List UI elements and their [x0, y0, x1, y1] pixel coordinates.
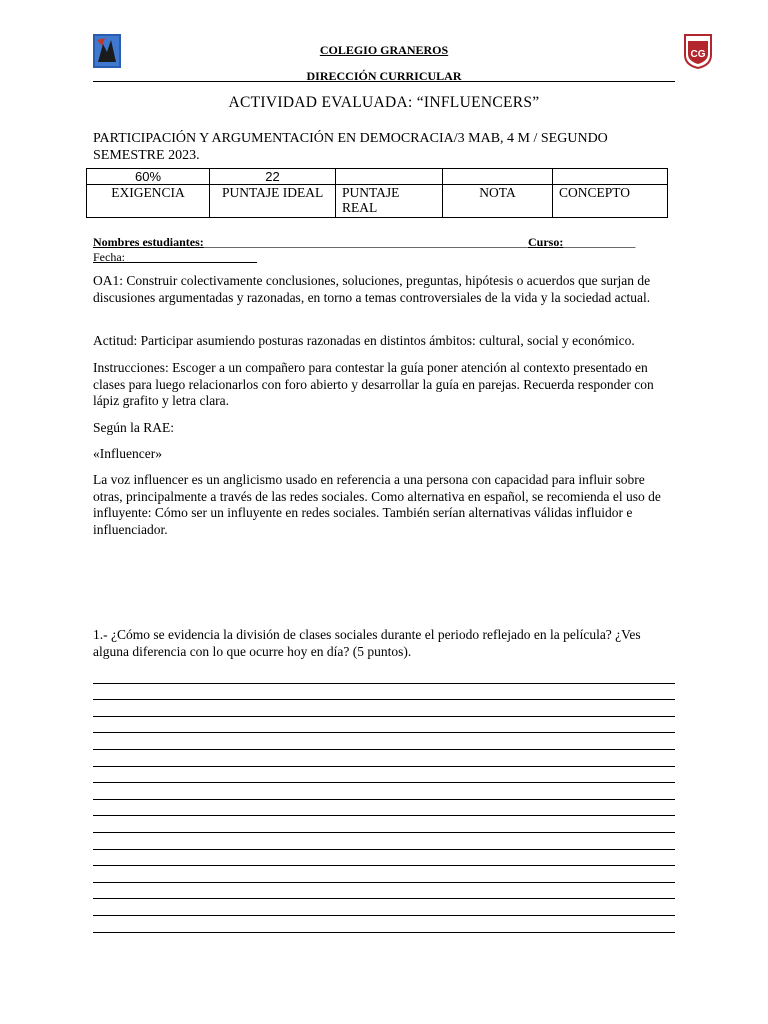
logo-right-text: CG — [690, 49, 706, 60]
answer-line[interactable] — [93, 800, 675, 817]
answer-line[interactable] — [93, 684, 675, 701]
date-blank[interactable]: ______________________ — [125, 250, 257, 264]
answer-line[interactable] — [93, 916, 675, 933]
header-exigencia: EXIGENCIA — [87, 185, 210, 218]
attitude-paragraph: Actitud: Participar asumiendo posturas razonadas en distintos ámbitos: cultural, social y económico. — [93, 333, 635, 348]
value-puntaje-ideal[interactable]: 22 — [210, 169, 336, 185]
instructions-paragraph: Instrucciones: Escoger a un compañero para contestar la guía poner atención al contexto presentado en clases para luego relacionarlos con foro abierto y desarrollar la guía en parejas. Recuerda responder con lápiz grafito y letra clara. — [93, 360, 654, 408]
answer-line[interactable] — [93, 733, 675, 750]
answer-line[interactable] — [93, 667, 675, 684]
answer-line[interactable] — [93, 717, 675, 734]
document-title: ACTIVIDAD EVALUADA: “INFLUENCERS” — [228, 94, 540, 111]
answer-lines[interactable] — [93, 667, 675, 933]
student-names-field[interactable] — [93, 235, 528, 250]
subject-line: PARTICIPACIÓN Y ARGUMENTACIÓN EN DEMOCRACIA/3 MAB, 4 M / SEGUNDO SEMESTRE 2023. — [93, 131, 608, 163]
names-label: Nombres estudiantes: — [93, 235, 204, 249]
course-field[interactable] — [528, 235, 635, 250]
course-blank[interactable]: ____________ — [563, 235, 636, 249]
direction-label: DIRECCIÓN CURRICULAR — [306, 69, 462, 83]
header-puntaje-ideal: PUNTAJE IDEAL — [210, 185, 336, 218]
answer-line[interactable] — [93, 767, 675, 784]
answer-line[interactable] — [93, 833, 675, 850]
answer-line[interactable] — [93, 850, 675, 867]
header-divider — [93, 81, 675, 82]
rae-label: Según la RAE: — [93, 420, 174, 435]
school-name: COLEGIO GRANEROS — [319, 43, 449, 57]
answer-line[interactable] — [93, 783, 675, 800]
answer-line[interactable] — [93, 899, 675, 916]
course-label: Curso: — [528, 235, 564, 249]
value-nota[interactable] — [443, 169, 553, 185]
value-concepto[interactable] — [553, 169, 668, 185]
names-blank[interactable]: ______________________________________________________ — [203, 235, 528, 249]
answer-line[interactable] — [93, 816, 675, 833]
influencer-term: «Influencer» — [93, 446, 162, 461]
header-puntaje-real: PUNTAJE REAL — [336, 185, 443, 218]
answer-line[interactable] — [93, 700, 675, 717]
objective-oa1: OA1: Construir colectivamente conclusiones, soluciones, preguntas, hipótesis o acuerdos que surjan de discusiones argumentadas y razonadas, en torno a temas controversiales de la vida y la sociedad actual. — [93, 273, 651, 305]
answer-line[interactable] — [93, 866, 675, 883]
value-puntaje-real[interactable] — [336, 169, 443, 185]
influencer-definition: La voz influencer es un anglicismo usado en referencia a una persona con capacidad para influir sobre otras, principalmente a través de las redes sociales. Como alternativa en español, se recomienda el uso de influyente: Cómo ser un influyente en redes sociales. También serían alternativas válidas influidor e influenciador. — [93, 472, 661, 537]
grade-table — [86, 168, 668, 218]
header-nota: NOTA — [443, 185, 553, 218]
value-exigencia: 60% — [87, 169, 210, 185]
question-1: 1.- ¿Cómo se evidencia la división de clases sociales durante el periodo reflejado en la película? ¿Ves alguna diferencia con lo que ocurre hoy en día? (5 puntos). — [93, 627, 641, 659]
answer-line[interactable] — [93, 883, 675, 900]
date-label: Fecha: — [93, 250, 125, 264]
answer-line[interactable] — [93, 750, 675, 767]
header-concepto: CONCEPTO — [553, 185, 668, 218]
date-field[interactable] — [93, 250, 257, 265]
